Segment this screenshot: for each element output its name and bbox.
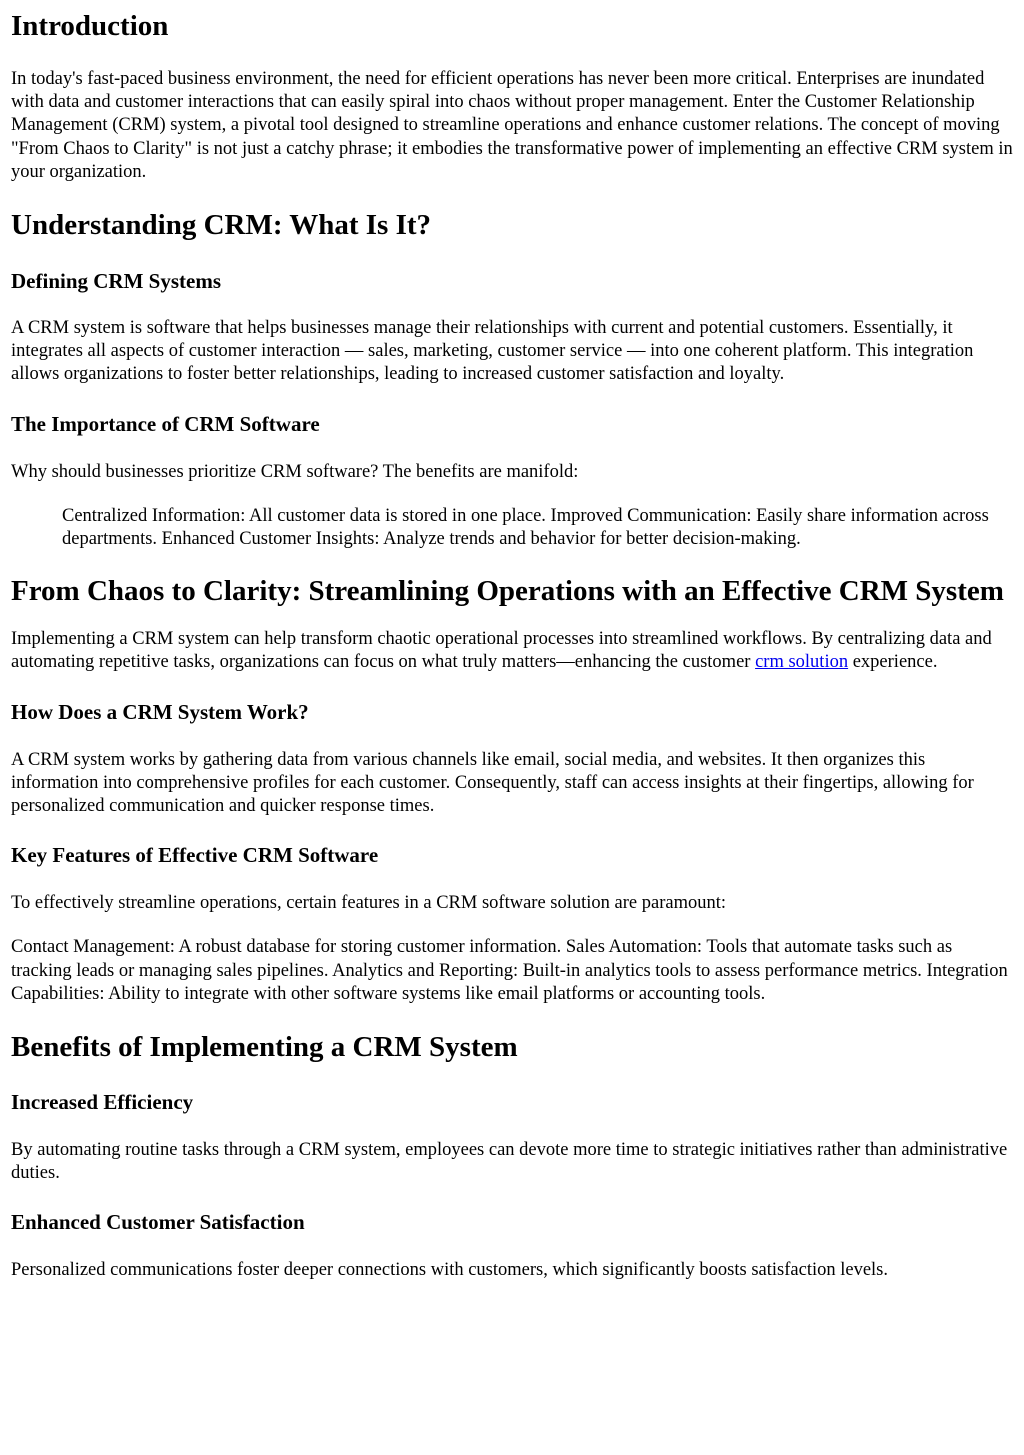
- how-crm-works-paragraph: A CRM system works by gathering data from various channels like email, social media, and websites. It then organizes this information into comprehensive profiles for each customer. Consequently, staff can access insights at their fingertips, allowing for personalized communication and quicker response times.: [11, 749, 974, 817]
- key-features-list-paragraph: Contact Management: A robust database for storing customer information. Sales Automation: Tools that automate tasks such as tracking leads or managing sales pipelines. Analytics and Reporting: Built-in analytics tools to assess performance metrics. Integration Capabilities: Ability to integrate with other software systems like email platforms or accounting tools.: [11, 937, 1008, 1004]
- introduction-heading: Introduction: [11, 10, 169, 42]
- importance-paragraph: Why should businesses prioritize CRM software? The benefits are manifold:: [11, 461, 579, 482]
- introduction-paragraph: In today's fast-paced business environment, the need for efficient operations has never been more critical. Enterprises are inundated with data and customer interactions that can easily spiral into chaos without proper management. Enter the Customer Relationship Management (CRM) system, a pivotal tool designed to streamline operations and enhance customer relations. The concept of moving "From Chaos to Clarity" is not just a catchy phrase; it embodies the transformative power of implementing an effective CRM system in your organization.: [11, 69, 1013, 182]
- key-features-paragraph: To effectively streamline operations, certain features in a CRM software solution are paramount:: [11, 893, 726, 914]
- customer-satisfaction-heading: Enhanced Customer Satisfaction: [11, 1210, 305, 1235]
- importance-heading: The Importance of CRM Software: [11, 411, 320, 436]
- customer-satisfaction-paragraph: Personalized communications foster deeper connections with customers, which significantly boosts satisfaction levels.: [11, 1260, 888, 1281]
- chaos-paragraph-text: Implementing a CRM system can help transform chaotic operational processes into streamlined workflows. By centralizing data and automating repetitive tasks, organizations can focus on what truly matters—enhancing the customer: [11, 629, 992, 673]
- how-crm-works-heading: How Does a CRM System Work?: [11, 699, 309, 724]
- chaos-to-clarity-paragraph: [11, 628, 1013, 674]
- defining-crm-paragraph: A CRM system is software that helps businesses manage their relationships with current and potential customers. Essentially, it integrates all aspects of customer interaction — sales, marketing, customer service — into one coherent platform. This integration allows organizations to foster better relationships, leading to increased customer satisfaction and loyalty.: [11, 318, 974, 385]
- benefits-quote: Centralized Information: All customer data is stored in one place. Improved Communication: Easily share information across departments. Enhanced Customer Insights: Analyze trends and behavior for better decision-making.: [62, 505, 989, 550]
- chaos-to-clarity-heading: From Chaos to Clarity: Streamlining Operations with an Effective CRM System: [11, 575, 1004, 608]
- key-features-heading: Key Features of Effective CRM Software: [11, 843, 379, 868]
- defining-crm-heading: Defining CRM Systems: [11, 269, 221, 294]
- chaos-paragraph-end: experience.: [848, 652, 938, 673]
- benefits-heading: Benefits of Implementing a CRM System: [11, 1031, 518, 1064]
- increased-efficiency-paragraph: By automating routine tasks through a CRM system, employees can devote more time to strategic initiatives rather than administrative duties.: [11, 1140, 1008, 1184]
- understanding-crm-heading: Understanding CRM: What Is It?: [11, 209, 432, 242]
- crm-solution-link[interactable]: crm solution: [755, 652, 849, 673]
- increased-efficiency-heading: Increased Efficiency: [11, 1090, 194, 1115]
- article: [0, 9, 1024, 1283]
